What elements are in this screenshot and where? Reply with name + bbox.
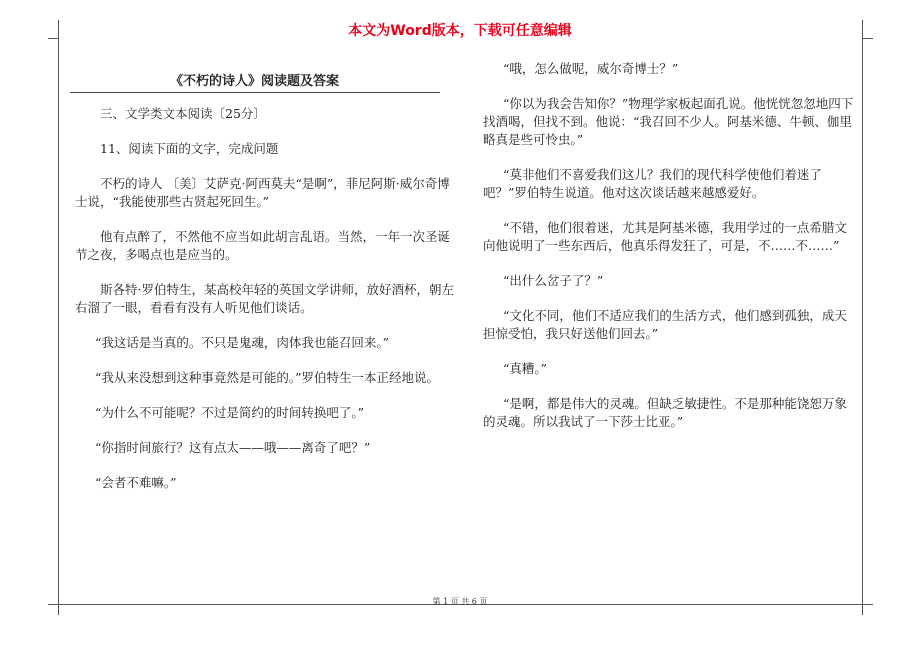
section-heading: 三、文学类文本阅读〔25分〕 (100, 106, 266, 121)
dialogue-line: “为什么不可能呢？不过是简约的时间转换吧了。” (95, 405, 365, 420)
story-paragraph: 斯各特·罗伯特生，某高校年轻的英国文学讲师，放好酒杯，朝左右溜了一眼，看看有没有人听见他们谈话。 (75, 282, 454, 315)
dialogue-line: “真糟。” (503, 361, 548, 376)
dialogue-line: “我从来没想到这种事竟然是可能的。”罗伯特生一本正经地说。 (95, 370, 440, 385)
dialogue-line: “莫非他们不喜爱我们这儿？我们的现代科学使他们着迷了吧？”罗伯特生说道。他对这次谈话越来越感爱好。 (483, 167, 822, 200)
left-column (75, 72, 455, 509)
dialogue-line: “哦，怎么做呢，威尔奇博士？” (503, 61, 679, 76)
download-banner: 本文为Word版本，下载可任意编辑 (348, 23, 572, 39)
dialogue-line: “你以为我会告知你？”物理学家板起面孔说。他恍恍忽忽地四下找酒喝，但找不到。他说：“我召回不少人。阿基米德、牛顿、伽里略真是些可怜虫。” (483, 96, 854, 147)
story-paragraph: 他有点醉了，不然他不应当如此胡言乱语。当然，一年一次圣诞节之夜，多喝点也是应当的。 (75, 229, 451, 262)
dialogue-line: “我这话是当真的。不只是鬼魂，肉体我也能召回来。” (95, 335, 390, 350)
story-paragraph: 不朽的诗人 〔美〕艾萨克·阿西莫夫“是啊”，菲尼阿斯·威尔奇博士说，“我能使那些古贤起死回生。” (75, 176, 450, 209)
dialogue-line: “出什么岔子了？” (503, 273, 604, 288)
dialogue-line: “你指时间旅行？这有点太——哦——离奇了吧？” (95, 440, 371, 455)
crop-mark-top-left (48, 28, 59, 39)
dialogue-line: “是啊，都是伟大的灵魂。但缺乏敏捷性。不是那种能饶恕万象的灵魂。所以我试了一下莎士比亚。” (483, 396, 847, 429)
dialogue-line: “不错，他们很着迷，尤其是阿基米德，我用学过的一点希腊文向他说明了一些东西后，他真乐得发狂了，可是，不……不……” (483, 220, 847, 253)
title-divider (70, 92, 440, 93)
crop-mark-top-right (862, 28, 873, 39)
dialogue-line: “文化不同，他们不适应我们的生活方式，他们感到孤独，成天担惊受怕，我只好送他们回去。” (483, 308, 847, 341)
page-number-footer: 第 1 页 共 6 页 (432, 597, 488, 606)
right-column (483, 60, 858, 448)
dialogue-line: “会者不难嘛。” (95, 475, 177, 490)
document-title: 《不朽的诗人》阅读题及答案 (170, 74, 340, 89)
question-prompt: 11、阅读下面的文字，完成问题 (100, 141, 279, 156)
